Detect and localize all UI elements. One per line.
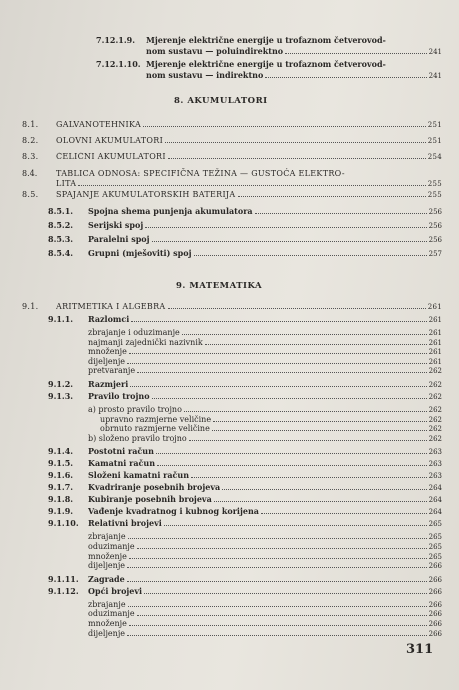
toc-entry-number: 8.4. <box>22 169 38 178</box>
toc-entry-title: Kubiranje posebnih brojeva <box>88 495 212 505</box>
leader-dots <box>189 434 427 441</box>
toc-entry <box>48 495 442 505</box>
toc-entry-title: zbrajanje <box>88 532 126 542</box>
toc-entry <box>48 392 442 402</box>
toc-page-number: 266 <box>428 600 442 609</box>
toc-entry <box>48 519 442 529</box>
toc-page-number: 266 <box>428 587 442 596</box>
toc-page-number: 266 <box>428 620 442 628</box>
toc-entry <box>88 357 442 367</box>
toc-entry-title: SPAJANJE AKUMULATORSKIH BATERIJA <box>56 190 236 199</box>
toc-page-number: 262 <box>428 367 442 376</box>
toc-entry-title: Mjerenje električne energije u trofaznom četverovod- <box>146 35 386 45</box>
toc-entry-title: Pravilo trojno <box>88 392 150 401</box>
toc-entry <box>22 120 442 130</box>
leader-dots <box>255 207 427 214</box>
toc-entry <box>48 380 442 390</box>
toc-entry <box>146 47 442 57</box>
leader-dots <box>184 405 427 412</box>
toc-page-number: 254 <box>427 153 442 161</box>
leader-dots <box>129 552 427 559</box>
toc-entry <box>48 587 442 597</box>
toc-page-number: 255 <box>427 191 442 199</box>
toc-page-number: 262 <box>428 381 442 389</box>
toc-entry-title: Složeni kamatni račun <box>88 471 190 481</box>
toc-entry <box>48 507 442 517</box>
toc-entry-title: Paralelni spoj <box>88 235 150 244</box>
leader-dots <box>143 120 426 127</box>
toc-entry <box>88 328 442 338</box>
toc-entry-title: Spojna shema punjenja akumulatora <box>88 207 253 216</box>
toc-entry-title: OLOVNI AKUMULATORI <box>56 136 164 145</box>
toc-page-number: 262 <box>428 393 442 401</box>
toc-entry-number: 9.1. <box>22 302 39 311</box>
toc-page-number: 261 <box>428 329 442 337</box>
toc-entry-number: 8.5.2. <box>48 220 74 230</box>
toc-entry <box>48 315 442 325</box>
toc-entry-title: Razmjeri <box>88 380 129 389</box>
toc-entry-number: 8.3. <box>22 152 39 161</box>
toc-page-number: 263 <box>428 448 442 457</box>
toc-page-number: 264 <box>428 496 442 505</box>
toc-entry <box>88 366 442 376</box>
toc-entry <box>48 471 442 481</box>
leader-dots <box>144 587 427 594</box>
toc-entry-title: dijeljenje <box>88 561 126 571</box>
toc-entry-title: Serijski spoj <box>88 221 144 230</box>
toc-entry <box>88 338 442 348</box>
toc-entry-title: zbrajanje <box>88 599 126 609</box>
toc-entry <box>88 434 442 444</box>
toc-page-number: 261 <box>428 316 442 324</box>
toc-entry-number: 8.5.3. <box>48 234 74 244</box>
leader-dots <box>129 619 427 626</box>
toc-page-number: 256 <box>428 208 442 216</box>
toc-entry <box>100 424 442 434</box>
leader-dots <box>261 507 427 514</box>
toc-entry-title: LITA <box>56 179 77 188</box>
toc-entry <box>88 561 442 571</box>
toc-entry-title: Grupni (mješoviti) spoj <box>88 249 192 258</box>
leader-dots <box>182 328 427 335</box>
leader-dots <box>238 190 426 197</box>
toc-entry-title: a) prosto pravilo trojno <box>88 405 182 414</box>
toc-entry <box>100 415 442 425</box>
leader-dots <box>168 152 426 159</box>
toc-entry <box>88 609 442 619</box>
toc-page-number: 255 <box>427 180 442 188</box>
leader-dots <box>152 392 427 399</box>
toc-page-number: 261 <box>428 338 442 347</box>
toc-entry <box>88 629 442 639</box>
toc-entry <box>88 532 442 542</box>
toc-entry-title: TABLICA ODNOSA: SPECIFIČNA TEŽINA — GUSTOĆA ELEKTRO- <box>56 169 345 178</box>
toc-entry <box>88 600 442 610</box>
toc-entry-title: dijeljenje <box>88 356 126 366</box>
toc-entry-title: obrnuto razmjerne veličine <box>100 424 210 434</box>
toc-entry-title: GALVANOTEHNIKA <box>56 120 142 129</box>
toc-entry-number: 9.1.8. <box>48 494 74 505</box>
leader-dots <box>137 542 427 549</box>
toc-entry-title: dijeljenje <box>88 628 126 638</box>
toc-entry-title: upravno razmjerne veličine <box>100 414 212 424</box>
toc-entry-title: Postotni račun <box>88 447 154 457</box>
toc-entry-number: 9.1.7. <box>48 482 74 493</box>
toc-page-number: 257 <box>428 250 442 258</box>
toc-entry-number: 8.5.4. <box>48 248 74 258</box>
toc-page-number: 262 <box>428 406 442 414</box>
toc-entry <box>22 302 442 312</box>
toc-page-number: 266 <box>428 610 442 619</box>
toc-entry-title: Opći brojevi <box>88 586 143 596</box>
toc-entry <box>48 483 442 493</box>
leader-dots <box>165 136 426 143</box>
toc-entry <box>48 207 442 217</box>
toc-entry <box>88 542 442 552</box>
leader-dots <box>164 519 427 526</box>
toc-entry <box>146 71 442 81</box>
toc-entry-title: nom sustavu — poluindirektno <box>146 47 284 56</box>
toc-entry-title: najmanji zajednički nazivnik <box>88 337 203 347</box>
toc-page-number: 256 <box>428 222 442 230</box>
leader-dots <box>222 483 426 490</box>
leader-dots <box>265 71 426 78</box>
toc-entry <box>22 136 442 146</box>
leader-dots <box>130 380 426 387</box>
toc-page-number: 266 <box>428 562 442 571</box>
toc-entry-number: 9.1.3. <box>48 391 74 401</box>
toc-page-number: 263 <box>428 460 442 469</box>
toc-page-number: 262 <box>428 415 442 424</box>
toc-page-number: 265 <box>428 543 442 551</box>
page-number: 311 <box>406 642 434 657</box>
toc-entry <box>48 447 442 457</box>
toc-entry-number: 9.1.2. <box>48 379 74 389</box>
leader-dots <box>128 532 427 539</box>
leader-dots <box>214 495 427 502</box>
toc-page-number: 261 <box>428 357 442 366</box>
toc-entry <box>22 190 442 200</box>
toc-entry-title: pretvaranje <box>88 366 136 376</box>
toc-entry-number: 8.2. <box>22 136 39 145</box>
toc-entry-number: 7.12.1.10. <box>96 59 141 69</box>
leader-dots <box>194 249 427 256</box>
toc-page-number: 265 <box>428 520 442 529</box>
toc-page-number: 261 <box>428 348 442 357</box>
toc-page-number: 265 <box>428 533 442 542</box>
toc-entry <box>88 405 442 415</box>
leader-dots <box>128 600 427 607</box>
toc-page-number: 263 <box>428 472 442 481</box>
toc-entry-number: 9.1.11. <box>48 573 79 584</box>
toc-entry-number: 9.1.1. <box>48 314 74 324</box>
toc-page-number: 261 <box>427 303 442 311</box>
leader-dots <box>145 221 426 228</box>
toc-entry-number: 7.12.1.9. <box>96 35 135 45</box>
leader-dots <box>131 315 426 322</box>
leader-dots <box>168 302 426 309</box>
toc-entry <box>48 249 442 259</box>
leader-dots <box>127 561 427 568</box>
toc-entry-title: nom sustavu — indirektno <box>146 71 264 80</box>
chapter-heading: 8. AKUMULATORI <box>174 96 268 106</box>
toc-entry-title: Kvadriranje posebnih brojeva <box>88 483 221 493</box>
toc-page-number: 241 <box>428 48 442 56</box>
toc-entry <box>48 459 442 469</box>
toc-page-number: 266 <box>428 629 442 638</box>
toc-entry <box>48 235 442 245</box>
toc-entry-title: oduzimanje <box>88 609 135 619</box>
leader-dots <box>285 47 427 54</box>
leader-dots <box>127 629 427 636</box>
leader-dots <box>137 366 426 373</box>
leader-dots <box>78 179 425 186</box>
toc-entry <box>48 221 442 231</box>
toc-entry <box>48 575 442 585</box>
toc-entry-title: Zagrade <box>88 574 125 584</box>
toc-entry-number: 9.1.10. <box>48 518 79 529</box>
toc-entry-title: Kamatni račun <box>88 459 156 469</box>
toc-entry-number: 9.1.4. <box>48 446 74 457</box>
toc-entry <box>22 152 442 162</box>
toc-entry-number: 8.1. <box>22 120 39 129</box>
leader-dots <box>127 357 427 364</box>
toc-entry-title: zbrajanje i oduzimanje <box>88 328 180 337</box>
leader-dots <box>157 459 427 466</box>
toc-entry-title: ČELIČNI AKUMULATORI <box>56 152 166 161</box>
toc-entry-number: 8.5.1. <box>48 206 74 216</box>
toc-page-number: 262 <box>428 434 442 443</box>
toc-entry-title: množenje <box>88 551 127 561</box>
toc-entry-number: 8.5. <box>22 190 39 199</box>
toc-page-number: 251 <box>427 121 442 129</box>
leader-dots <box>212 424 427 431</box>
leader-dots <box>156 447 427 454</box>
toc-entry-title: b) složeno pravilo trojno <box>88 433 187 443</box>
toc-entry-number: 9.1.9. <box>48 506 74 517</box>
toc-entry <box>56 179 442 189</box>
toc-page-number: 266 <box>428 575 442 584</box>
toc-page-number: 251 <box>427 137 442 145</box>
toc-entry-title: Vađenje kvadratnog i kubnog korijena <box>88 507 259 517</box>
toc-entry <box>88 347 442 357</box>
toc-entry-title: Mjerenje električne energije u trofaznom četverovod- <box>146 59 386 69</box>
leader-dots <box>127 575 427 582</box>
toc-entry-number: 9.1.12. <box>48 585 79 596</box>
toc-entry-title: oduzimanje <box>88 542 135 551</box>
leader-dots <box>213 415 427 422</box>
toc-page-number: 264 <box>428 508 442 517</box>
toc-page-number: 256 <box>428 236 442 244</box>
toc-page-number: 262 <box>428 425 442 434</box>
toc-entry-title: ARITMETIKA I ALGEBRA <box>56 302 166 311</box>
toc-entry-number: 9.1.6. <box>48 470 74 481</box>
toc-entry <box>88 552 442 562</box>
toc-entry-number: 9.1.5. <box>48 458 74 469</box>
toc-entry-title: množenje <box>88 347 127 357</box>
leader-dots <box>137 609 427 616</box>
toc-entry-title: množenje <box>88 619 127 628</box>
leader-dots <box>152 235 427 242</box>
leader-dots <box>205 338 427 345</box>
leader-dots <box>129 347 427 354</box>
chapter-heading: 9. MATEMATIKA <box>176 281 263 291</box>
toc-page-number: 264 <box>428 484 442 493</box>
toc-entry-title: Razlomci <box>88 315 130 324</box>
toc-page-number: 265 <box>428 552 442 561</box>
toc-entry <box>88 619 442 629</box>
toc-page-number: 241 <box>428 72 442 80</box>
leader-dots <box>191 471 427 478</box>
toc-entry-title: Relativni brojevi <box>88 519 162 529</box>
